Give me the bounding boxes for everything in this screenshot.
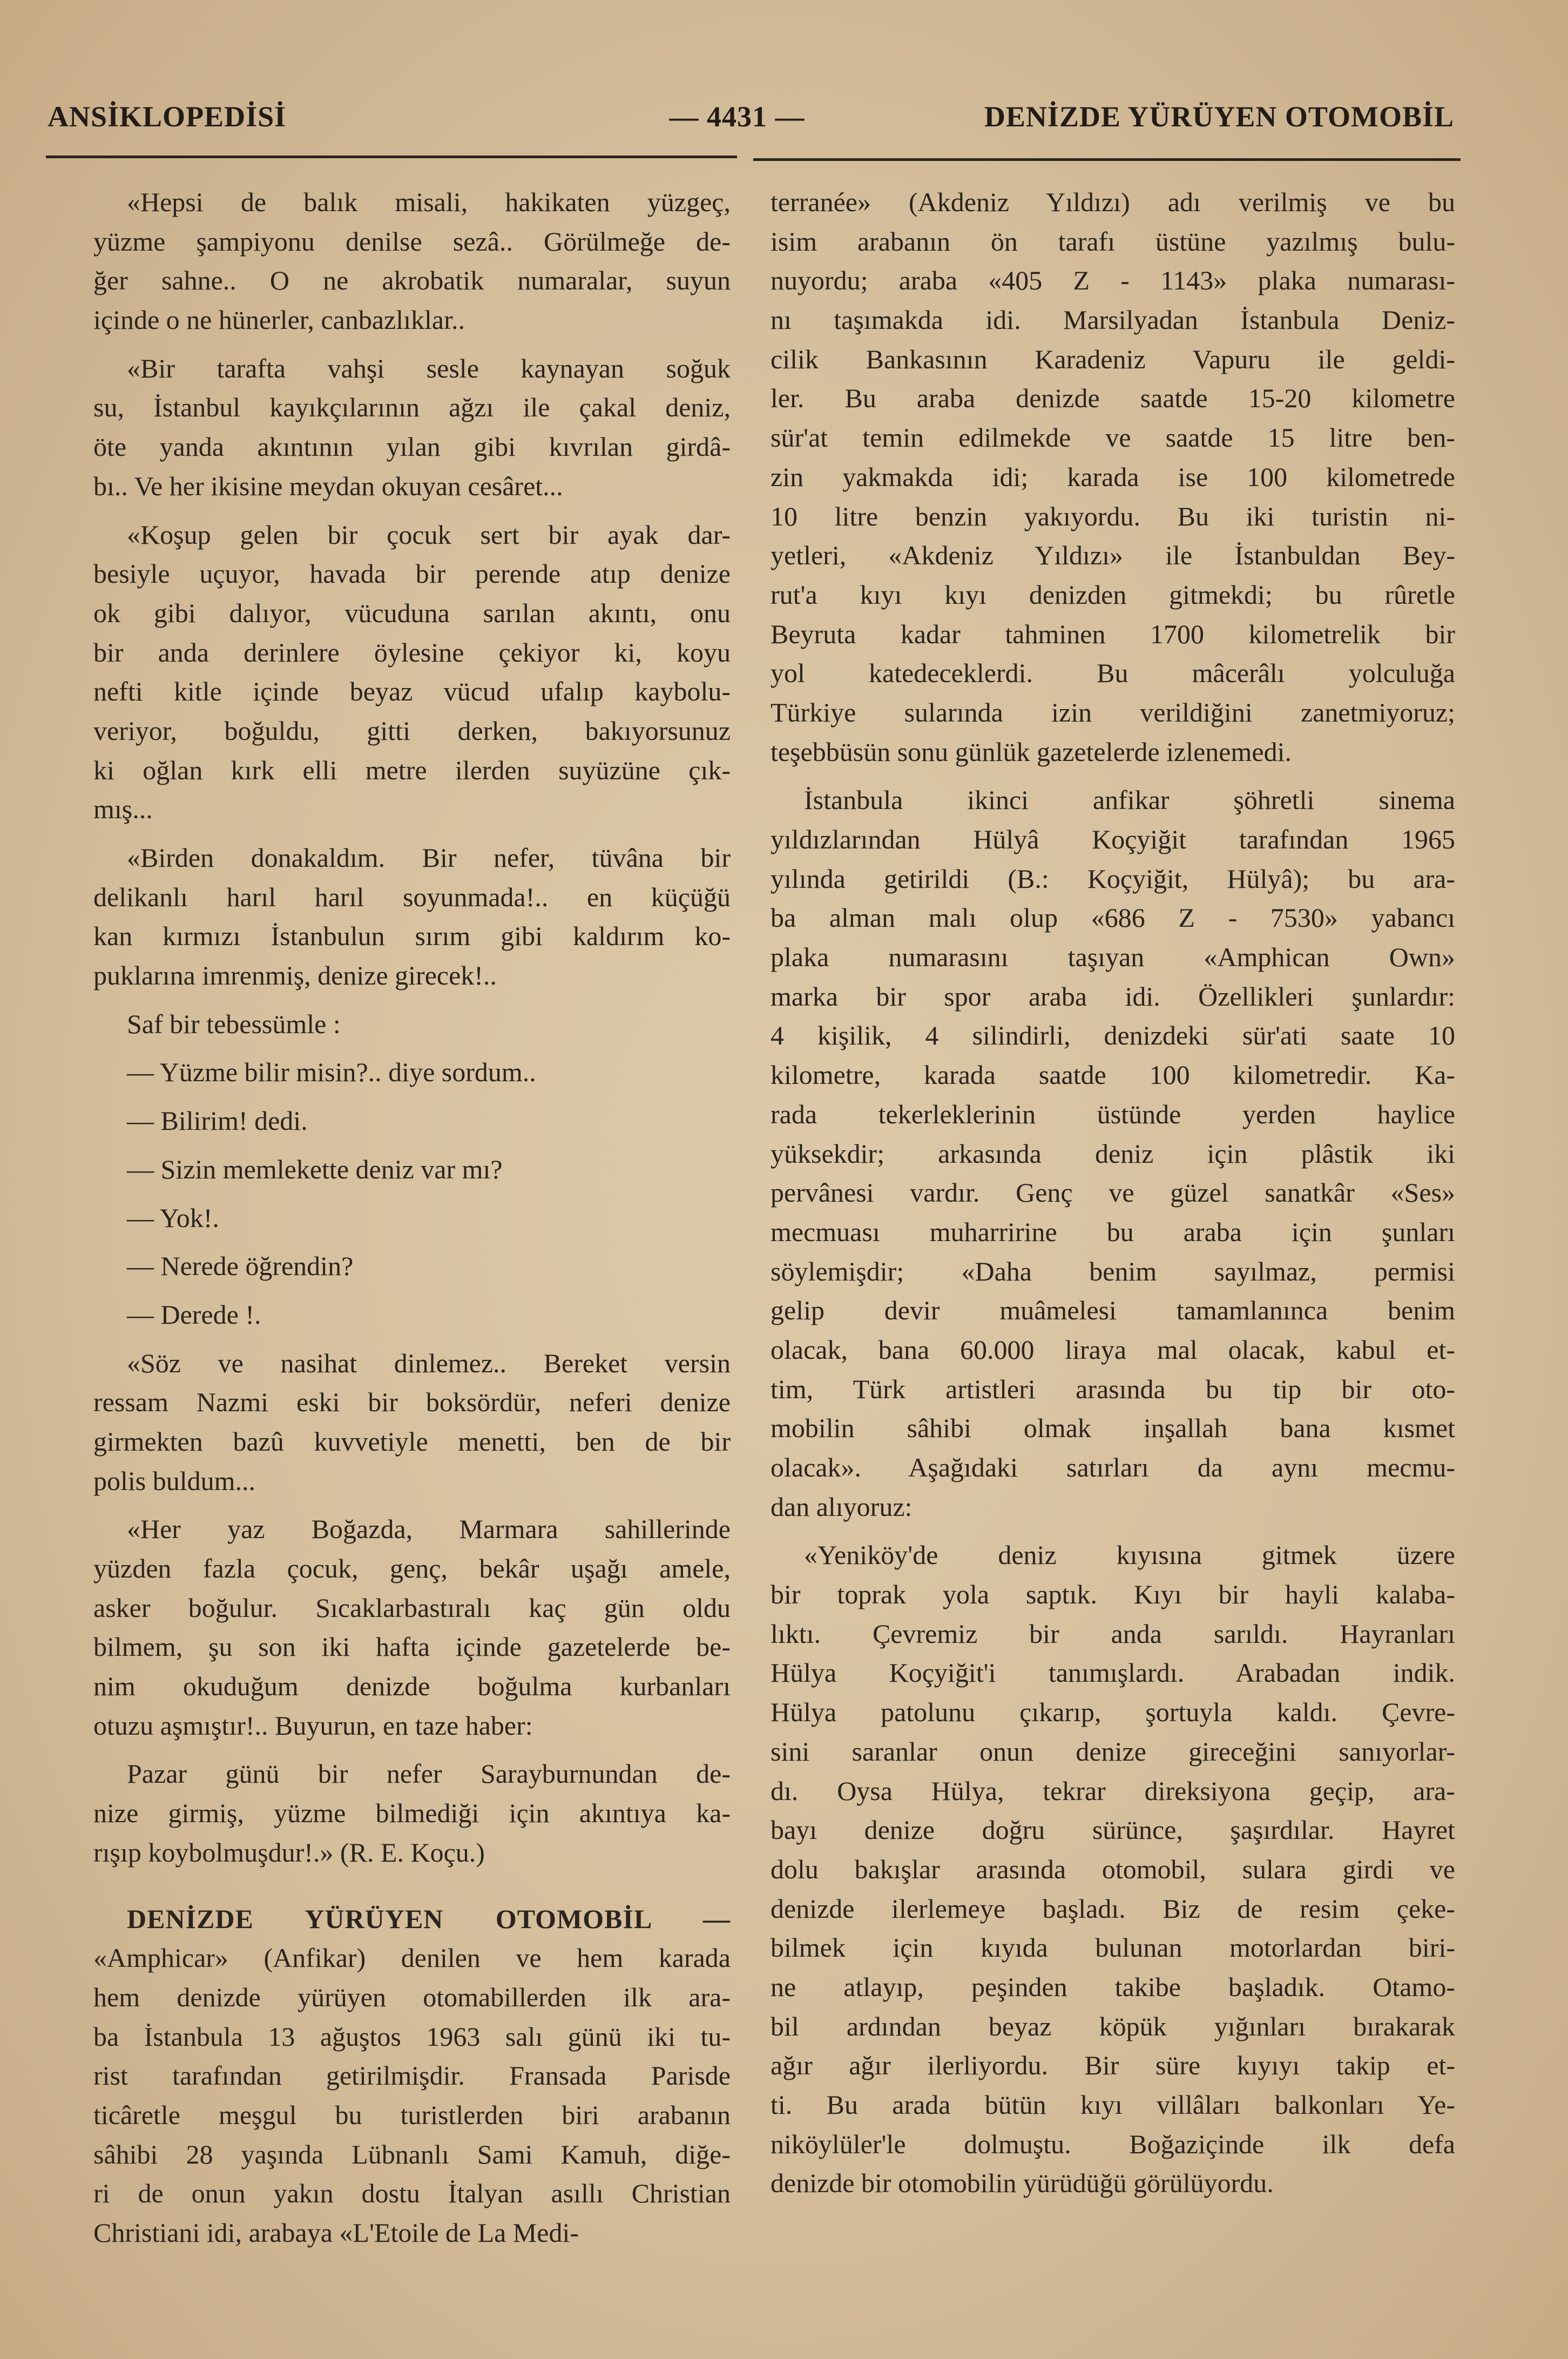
text-line: ticâretle meşgul bu turistlerden biri arabanın <box>93 2099 731 2130</box>
text-line: — Bilirim! dedi. <box>127 1106 308 1136</box>
text-line: ki oğlan kırk elli metre ilerden suyüzüne çık- <box>93 754 731 785</box>
left-column <box>93 183 731 2262</box>
text-line: «Her yaz Boğazda, Marmara sahillerinde <box>127 1514 731 1545</box>
text-line: terranée» (Akdeniz Yıldızı) adı verilmiş ve bu <box>771 187 1455 217</box>
page-number: — 4431 — <box>669 100 805 133</box>
running-header-right: DENİZDE YÜRÜYEN OTOMOBİL <box>984 100 1454 133</box>
text-line: ri de onun yakın dostu İtalyan asıllı Christian <box>93 2178 731 2209</box>
header-rule-left <box>46 156 737 158</box>
text-line: bilmek için kıyıda bulunan motorlardan biri- <box>771 1932 1455 1963</box>
paragraph <box>771 780 1455 1526</box>
article-entry <box>93 1899 731 2253</box>
text-line: puklarına imrenmiş, denize girecek!.. <box>93 960 497 991</box>
paragraph <box>771 183 1455 771</box>
text-line: İstanbula ikinci anfikar şöhretli sinema <box>804 785 1455 815</box>
text-line: Hülya Koçyiğit'i tanımışlardı. Arabadan indik. <box>771 1657 1455 1688</box>
paragraph <box>93 838 731 995</box>
text-line: zin yakmakda idi; karada ise 100 kilometrede <box>771 461 1455 492</box>
text-line: sür'at temin edilmekde ve saatde 15 litre ben- <box>771 422 1455 453</box>
paragraph <box>93 1509 731 1745</box>
text-line: bilmem, şu son iki hafta içinde gazetelerde be- <box>93 1632 731 1662</box>
text-line: bı.. Ve her ikisine meydan okuyan cesâret... <box>93 470 563 501</box>
text-line: mobilin sâhibi olmak inşallah bana kısmet <box>771 1413 1455 1444</box>
text-line: ba alman malı olup «686 Z - 7530» yabancı <box>771 902 1455 933</box>
text-line: nefti kitle içinde beyaz vücud ufalıp kaybolu- <box>93 676 731 707</box>
text-line: yıldızlarından Hülyâ Koçyiğit tarafından 1965 <box>771 824 1455 854</box>
text-line: otuzu aşmıştır!.. Buyurun, en taze haber: <box>93 1710 533 1741</box>
text-line: cilik Bankasının Karadeniz Vapuru ile geldi- <box>771 343 1455 374</box>
paragraph <box>93 1101 731 1141</box>
text-line: olacak». Aşağıdaki satırları da aynı mecmu- <box>771 1452 1455 1482</box>
text-line: asker boğulur. Sıcaklarbastıralı kaç gün oldu <box>93 1592 731 1623</box>
text-line: bir toprak yola saptık. Kıyı bir hayli kalaba- <box>771 1579 1455 1610</box>
text-line: ler. Bu araba denizde saatde 15-20 kilometre <box>771 383 1455 414</box>
text-line: 10 litre benzin yakıyordu. Bu iki turistin ni- <box>771 501 1455 531</box>
text-line: kan kırmızı İstanbulun sırım gibi kaldırım ko- <box>93 921 731 952</box>
paragraph <box>93 1198 731 1238</box>
right-column <box>771 183 1455 2212</box>
paragraph <box>771 1535 1455 2203</box>
text-line: «Amphicar» (Anfikar) denilen ve hem karada <box>93 1943 731 1973</box>
text-line: Pazar günü bir nefer Sarayburnundan de- <box>127 1758 731 1789</box>
text-line: «Birden donakaldım. Bir nefer, tüvâna bir <box>127 842 731 873</box>
text-line: kilometre, karada saatde 100 kilometredir. Ka- <box>771 1060 1455 1090</box>
paragraph <box>93 1754 731 1872</box>
text-line: — Nerede öğrendin? <box>127 1251 354 1282</box>
text-line: yol katedeceklerdi. Bu mâcerâlı yolculuğa <box>771 658 1455 689</box>
text-line: bayı denize doğru sürünce, şaşırdılar. Hayret <box>771 1815 1455 1845</box>
text-line: girmekten bazû kuvvetiyle menetti, ben de bir <box>93 1426 731 1457</box>
text-line: dolu bakışlar arasında otomobil, sulara girdi ve <box>771 1854 1455 1884</box>
paragraph <box>93 349 731 506</box>
text-line: niköylüler'le dolmuştu. Boğaziçinde ilk defa <box>771 2128 1455 2159</box>
paragraph <box>93 1295 731 1334</box>
text-line: yılında getirildi (B.: Koçyiğit, Hülyâ); bu ara- <box>771 863 1455 894</box>
text-line: — Sizin memlekette deniz var mı? <box>127 1154 503 1184</box>
text-line: ressam Nazmi eski bir boksördür, neferi denize <box>93 1387 731 1418</box>
text-line: lıktı. Çevremiz bir anda sarıldı. Hayranları <box>771 1618 1455 1649</box>
header-rule-right <box>753 158 1461 161</box>
text-line: — Derede !. <box>127 1299 261 1330</box>
text-line: yetleri, «Akdeniz Yıldızı» ile İstanbuldan Bey- <box>771 540 1455 571</box>
text-line: bir anda derinlere öylesine çekiyor ki, koyu <box>93 637 731 668</box>
text-line: bil ardından beyaz köpük yığınları bırakarak <box>771 2011 1455 2041</box>
running-header-left: ANSİKLOPEDİSİ <box>48 100 287 133</box>
text-line: içinde o ne hünerler, canbazlıklar.. <box>93 305 465 335</box>
text-line: «Yeniköy'de deniz kıyısına gitmek üzere <box>804 1540 1455 1571</box>
text-line: denizde ilerlemeye başladı. Biz de resim çeke- <box>771 1893 1455 1924</box>
text-line: söylemişdir; «Daha benim sayılmaz, permisi <box>771 1256 1455 1286</box>
text-line: sâhibi 28 yaşında Lübnanlı Sami Kamuh, diğe- <box>93 2139 731 2169</box>
text-line: ok gibi dalıyor, vücuduna sarılan akıntı, onu <box>93 597 731 628</box>
text-line: sini saranlar onun denize gireceğini sanıyorlar- <box>771 1736 1455 1767</box>
text-line: su, İstanbul kayıkçılarının ağzı ile çakal deniz, <box>93 392 731 423</box>
paragraph <box>93 1053 731 1092</box>
text-line: delikanlı harıl harıl soyunmada!.. en küçüğü <box>93 881 731 912</box>
paragraph <box>93 1005 731 1044</box>
text-line: nı taşımakda idi. Marsilyadan İstanbula Deniz- <box>771 305 1455 335</box>
text-line: polis buldum... <box>93 1465 256 1496</box>
text-line: dı. Oysa Hülya, tekrar direksiyona geçip, ara- <box>771 1775 1455 1806</box>
text-line: marka bir spor araba idi. Özellikleri şunlardır: <box>771 981 1455 1012</box>
text-line: 4 kişilik, 4 silindirli, denizdeki sür'ati saate 10 <box>771 1020 1455 1051</box>
text-line: nim okuduğum denizde boğulma kurbanları <box>93 1671 731 1702</box>
text-line: Christiani idi, arabaya «L'Etoile de La Medi- <box>93 2218 579 2248</box>
paragraph <box>93 1246 731 1286</box>
text-line: ne atlayıp, peşinden takibe başladık. Otamo- <box>771 1971 1455 2002</box>
text-line: ba İstanbula 13 ağuştos 1963 salı günü iki tu- <box>93 2021 731 2052</box>
text-line: dan alıyoruz: <box>771 1491 913 1522</box>
text-line: Beyruta kadar tahminen 1700 kilometrelik bir <box>771 618 1455 649</box>
text-line: veriyor, boğuldu, gitti derken, bakıyorsunuz <box>93 715 731 746</box>
text-line: Saf bir tebessümle : <box>127 1008 341 1039</box>
text-line: nuyordu; araba «405 Z - 1143» plaka numarası- <box>771 265 1455 296</box>
text-line: tim, Türk artistleri arasında bu tip bir oto- <box>771 1373 1455 1404</box>
text-line: plaka numarasını taşıyan «Amphican Own» <box>771 942 1455 973</box>
text-line: — Yüzme bilir misin?.. diye sordum.. <box>127 1057 536 1088</box>
paragraph <box>93 1344 731 1501</box>
text-line: teşebbüsün sonu günlük gazetelerde izlenemedi. <box>771 736 1292 767</box>
text-line: pervânesi vardır. Genç ve güzel sanatkâr «Ses» <box>771 1177 1455 1208</box>
text-line: ağır ağır ilerliyordu. Bir süre kıyıyı takip et- <box>771 2050 1455 2081</box>
text-line: mecmuası muharririne bu araba için şunları <box>771 1216 1455 1247</box>
text-line: yüzden fazla çocuk, genç, bekâr uşağı amele, <box>93 1553 731 1583</box>
text-line: rada tekerleklerinin üstünde yerden haylice <box>771 1098 1455 1129</box>
text-line: denizde bir otomobilin yürüdüğü görülüyordu. <box>771 2168 1274 2199</box>
text-line: gelip devir muâmelesi tamamlanınca benim <box>771 1295 1455 1326</box>
text-line: ti. Bu arada bütün kıyı villâları balkonları Ye- <box>771 2090 1455 2120</box>
text-line: mış... <box>93 794 153 825</box>
text-line: «Hepsi de balık misali, hakikaten yüzgeç, <box>127 187 731 217</box>
text-line: «Söz ve nasihat dinlemez.. Bereket versin <box>127 1347 731 1378</box>
entry-heading: DENİZDE YÜRÜYEN OTOMOBİL — <box>127 1903 731 1934</box>
text-line: yüksekdir; arkasında deniz için plâstik iki <box>771 1138 1455 1169</box>
text-line: yüzme şampiyonu denilse sezâ.. Görülmeğe de- <box>93 226 731 257</box>
text-line: — Yok!. <box>127 1202 219 1233</box>
paragraph <box>93 515 731 830</box>
text-line: rışıp koybolmuşdur!.» (R. E. Koçu.) <box>93 1837 485 1868</box>
text-line: öte yanda akıntının yılan gibi kıvrılan girdâ- <box>93 432 731 462</box>
text-line: isim arabanın ön tarafı üstüne yazılmış bulu- <box>771 226 1455 257</box>
text-line: «Bir tarafta vahşi sesle kaynayan soğuk <box>127 353 731 383</box>
text-line: «Koşup gelen bir çocuk sert bir ayak dar- <box>127 519 731 550</box>
text-line: Türkiye sularında izin verildiğini zanetmiyoruz; <box>771 697 1455 727</box>
text-line: besiyle uçuyor, havada bir perende atıp denize <box>93 558 731 589</box>
text-line: rut'a kıyı kıyı denizden gitmekdi; bu rûretle <box>771 579 1455 610</box>
paragraph <box>93 1150 731 1189</box>
text-line: olacak, bana 60.000 liraya mal olacak, kabul et- <box>771 1334 1455 1365</box>
paragraph <box>93 183 731 340</box>
text-line: ğer sahne.. O ne akrobatik numaralar, suyun <box>93 265 731 296</box>
text-line: Hülya patolunu çıkarıp, şortuyla kaldı. Çevre- <box>771 1697 1455 1728</box>
text-line: rist tarafından getirilmişdir. Fransada Parisde <box>93 2060 731 2091</box>
text-line: nize girmiş, yüzme bilmediği için akıntıya ka- <box>93 1798 731 1829</box>
text-line: hem denizde yürüyen otomabillerden ilk ara- <box>93 1981 731 2012</box>
